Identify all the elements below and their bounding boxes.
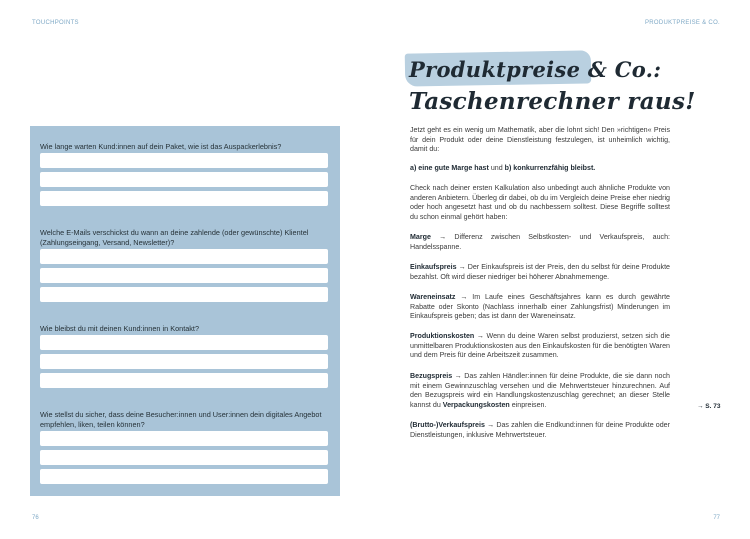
term-einkaufspreis [410, 263, 670, 282]
page-title-line-1: Produktpreise & Co.: [409, 57, 662, 82]
running-head-left: TOUCHPOINTS [32, 20, 79, 26]
term-produktionskosten [410, 332, 670, 361]
answer-field-4c[interactable] [40, 469, 328, 484]
term-label: Marge [410, 233, 431, 241]
term-tail: einpreisen. [509, 401, 547, 410]
worksheet-panel [30, 126, 340, 496]
running-head-right: PRODUKTPREISE & CO. [644, 20, 720, 26]
term-arrow: → [430, 233, 455, 241]
answer-field-1c[interactable] [40, 191, 328, 206]
answer-field-2b[interactable] [40, 268, 328, 283]
page-title-line-2: Taschenrechner raus! [409, 88, 696, 115]
question-3: Wie bleibst du mit deinen Kund:innen in Kontakt? [40, 324, 200, 333]
goals-line [410, 164, 670, 174]
answer-field-1b[interactable] [40, 172, 328, 187]
answer-field-3c[interactable] [40, 373, 328, 388]
term-label: Wareneinsatz [410, 293, 456, 301]
answer-field-1a[interactable] [40, 153, 328, 168]
answer-field-4a[interactable] [40, 431, 328, 446]
question-4: Wie stellst du sicher, dass deine Besucher:innen und User:innen dein digitales Angebot empfehlen, liken, teilen können? [40, 410, 322, 429]
check-paragraph: Check nach deiner ersten Kalkulation also unbedingt auch ähnliche Produkte von anderen Anbietern. Überleg dir dabei, ob du im Vergleich deine Preise eher niedrig oder hoch angesetzt hast und ob du nachbessern solltest. Diese Begriffe solltest du schon einmal gehört haben: [410, 184, 670, 222]
term-bezugspreis [410, 372, 670, 411]
term-wareneinsatz [410, 293, 670, 322]
term-bruttoverkaufspreis [410, 421, 670, 440]
answer-field-2c[interactable] [40, 287, 328, 302]
goal-conjunction: und [488, 164, 505, 172]
term-label: Produktionskosten [410, 332, 475, 340]
term-arrow: → [455, 293, 473, 301]
term-arrow: → [484, 421, 497, 429]
term-definition: Differenz zwischen Selbstkosten- und Verkaufspreis, auch: Handelsspanne. [410, 233, 670, 251]
term-label: Einkaufspreis [410, 263, 457, 271]
goal-a: a) eine gute Marge hast [410, 164, 489, 172]
term-definition: Das zahlen Händler:innen für deine Produkte, die sie dann noch mit einem Gewinnzuschlag versehen und die Mehrwertsteuer hinzurechnen. Auf den Bezugspreis wird ein Handlungskostenzuschlag gerechnet; an dieser Stelle kannst du [410, 372, 670, 410]
goal-b: b) konkurrenzfähig bleibst. [504, 164, 596, 172]
term-arrow: → [456, 263, 468, 271]
term-bold-tail: Verpackungskosten [442, 401, 510, 410]
answer-field-3b[interactable] [40, 354, 328, 369]
page-reference-link[interactable]: → S. 73 [697, 403, 721, 410]
page-number-left: 76 [32, 515, 39, 521]
term-label: (Brutto-)Verkaufspreis [410, 421, 485, 429]
question-2: Welche E-Mails verschickst du wann an deine zahlende (oder gewünschte) Klientel (Zahlungseingang, Versand, Newsletter)? [40, 228, 309, 247]
term-definition: Der Einkaufspreis ist der Preis, den du selbst für deine Produkte bezahlst. Oft wird dieser niedriger bei höherer Abnahmemenge. [410, 263, 670, 281]
page-number-right: 77 [713, 515, 720, 521]
answer-field-2a[interactable] [40, 249, 328, 264]
term-label: Bezugspreis [410, 372, 453, 380]
answer-field-4b[interactable] [40, 450, 328, 465]
intro-paragraph: Jetzt geht es ein wenig um Mathematik, aber die lohnt sich! Den »richtigen« Preis für dein Produkt oder deine Dienstleistung festzulegen, ist unheimlich wichtig, damit du: [410, 126, 670, 154]
question-1: Wie lange warten Kund:innen auf dein Paket, wie ist das Auspackerlebnis? [40, 142, 282, 151]
term-definition: Im Laufe eines Geschäftsjahres kann es durch gewährte Rabatte oder Skonto (Nachlass innerhalb einer Zahlungsfrist) Minderungen im Einkaufspreis geben; das ist dann der Wareneinsatz. [410, 293, 670, 321]
term-arrow: → [474, 332, 487, 340]
term-definition: Das zahlen die Endkund:innen für deine Produkte oder Dienstleistungen, inklusive Mehrwertsteuer. [410, 421, 670, 439]
term-definition: Wenn du deine Waren selbst produzierst, setzen sich die unmittelbaren Produktionskosten aus den Einkaufskosten für die benötigten Waren und dem Preis für deine Arbeitszeit zusammen. [410, 332, 670, 360]
term-marge [410, 233, 670, 252]
term-arrow: → [452, 372, 465, 380]
answer-field-3a[interactable] [40, 335, 328, 350]
